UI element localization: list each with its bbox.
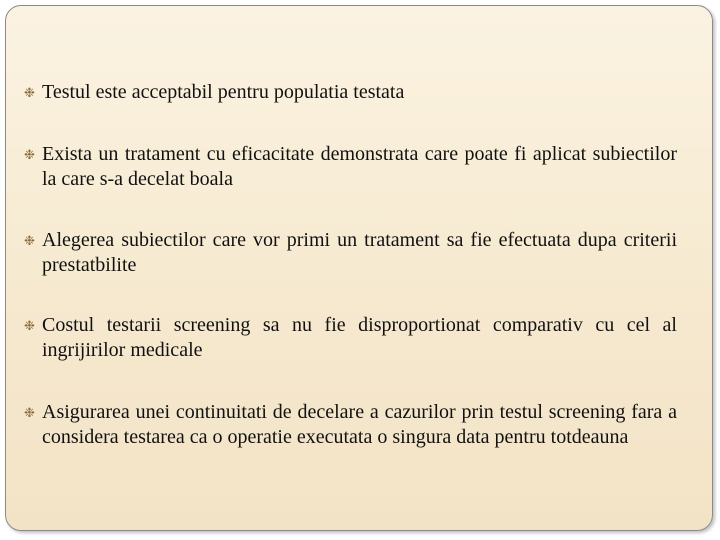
slide-frame: [5, 5, 713, 531]
bullet-text: Alegerea subiectilor care vor primi un tratament sa fie efectuata dupa criterii prestatbilite: [42, 229, 677, 276]
bullet-text: Asigurarea unei continuitati de decelare a cazurilor prin testul screening fara a considera testarea ca o operatie executata o singura data pentru totdeauna: [42, 401, 677, 448]
bullet-text: Testul este acceptabil pentru populatia testata: [42, 81, 405, 103]
bullet-item: [24, 142, 677, 192]
bullet-item: [24, 80, 677, 105]
ornate-bullet-icon: ❉: [24, 233, 35, 248]
ornate-bullet-icon: ❉: [24, 85, 35, 100]
ornate-bullet-icon: ❉: [24, 318, 35, 333]
bullet-item: [24, 400, 677, 450]
bullet-item: [24, 313, 677, 363]
bullet-list: [24, 80, 677, 486]
ornate-bullet-icon: ❉: [24, 147, 35, 162]
bullet-text: Costul testarii screening sa nu fie disproportionat comparativ cu cel al ingrijirilor medicale: [42, 314, 677, 361]
bullet-text: Exista un tratament cu eficacitate demonstrata care poate fi aplicat subiectilor la care s-a decelat boala: [42, 143, 677, 190]
bullet-item: [24, 228, 677, 278]
ornate-bullet-icon: ❉: [24, 405, 35, 420]
